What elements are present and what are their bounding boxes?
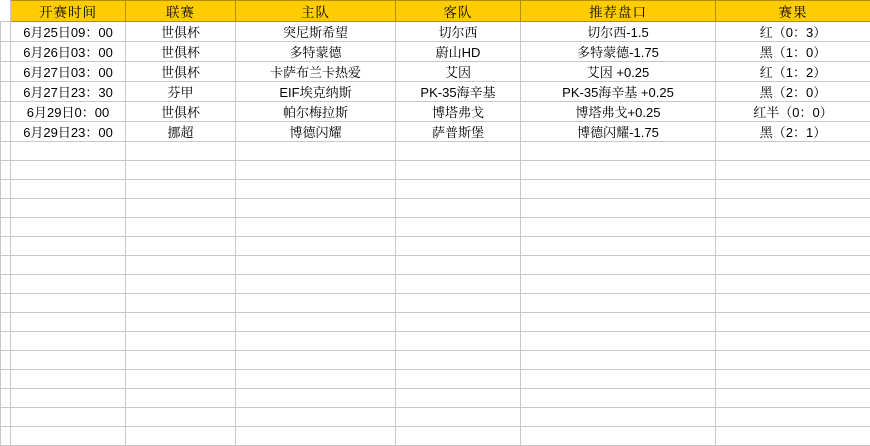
cell-result[interactable]: 黑（2：1） — [716, 122, 870, 142]
cell-handicap[interactable]: PK-35海辛基 +0.25 — [521, 82, 716, 102]
empty-cell[interactable] — [521, 370, 716, 389]
empty-cell[interactable] — [236, 275, 396, 294]
row-header-cell[interactable] — [1, 256, 11, 275]
empty-cell[interactable] — [126, 389, 236, 408]
empty-cell[interactable] — [396, 180, 521, 199]
row-header-cell[interactable] — [1, 427, 11, 446]
empty-cell[interactable] — [716, 313, 870, 332]
column-header-result[interactable]: 赛果 — [716, 1, 870, 22]
empty-cell[interactable] — [126, 370, 236, 389]
cell-away[interactable]: 蔚山HD — [396, 42, 521, 62]
empty-cell[interactable] — [716, 256, 870, 275]
empty-cell[interactable] — [521, 408, 716, 427]
cell-away[interactable]: 萨普斯堡 — [396, 122, 521, 142]
column-header-league[interactable]: 联赛 — [126, 1, 236, 22]
empty-cell[interactable] — [396, 142, 521, 161]
empty-cell[interactable] — [126, 275, 236, 294]
empty-cell[interactable] — [716, 370, 870, 389]
empty-cell[interactable] — [716, 161, 870, 180]
empty-cell[interactable] — [396, 199, 521, 218]
cell-time[interactable]: 6月25日09：00 — [11, 22, 126, 42]
empty-row — [1, 199, 870, 218]
empty-cell[interactable] — [396, 294, 521, 313]
cell-away[interactable]: 艾因 — [396, 62, 521, 82]
column-header-home[interactable]: 主队 — [236, 1, 396, 22]
empty-cell[interactable] — [396, 370, 521, 389]
empty-cell[interactable] — [236, 313, 396, 332]
empty-cell[interactable] — [396, 332, 521, 351]
empty-cell[interactable] — [126, 199, 236, 218]
empty-cell[interactable] — [396, 275, 521, 294]
table-row — [1, 122, 870, 142]
empty-cell[interactable] — [716, 389, 870, 408]
empty-cell[interactable] — [236, 218, 396, 237]
row-header-cell[interactable] — [1, 102, 11, 122]
empty-cell[interactable] — [396, 256, 521, 275]
cell-league[interactable]: 世俱杯 — [126, 102, 236, 122]
empty-cell[interactable] — [396, 389, 521, 408]
row-header-cell[interactable] — [1, 408, 11, 427]
empty-cell[interactable] — [126, 256, 236, 275]
cell-home[interactable]: 突尼斯希望 — [236, 22, 396, 42]
empty-cell[interactable] — [11, 370, 126, 389]
column-header-away[interactable]: 客队 — [396, 1, 521, 22]
empty-cell[interactable] — [521, 332, 716, 351]
empty-cell[interactable] — [521, 256, 716, 275]
empty-cell[interactable] — [11, 161, 126, 180]
cell-time[interactable]: 6月27日03：00 — [11, 62, 126, 82]
empty-cell[interactable] — [11, 180, 126, 199]
empty-cell[interactable] — [126, 313, 236, 332]
empty-cell[interactable] — [236, 142, 396, 161]
empty-cell[interactable] — [11, 256, 126, 275]
empty-cell[interactable] — [126, 427, 236, 446]
row-header-cell — [1, 1, 11, 22]
empty-row — [1, 370, 870, 389]
row-header-cell[interactable] — [1, 389, 11, 408]
cell-away[interactable]: 博塔弗戈 — [396, 102, 521, 122]
empty-cell[interactable] — [11, 218, 126, 237]
empty-cell[interactable] — [521, 142, 716, 161]
empty-row — [1, 161, 870, 180]
empty-cell[interactable] — [716, 142, 870, 161]
cell-result[interactable]: 红（1：2） — [716, 62, 870, 82]
empty-row — [1, 294, 870, 313]
empty-row — [1, 142, 870, 161]
row-header-cell[interactable] — [1, 275, 11, 294]
cell-time[interactable]: 6月29日23：00 — [11, 122, 126, 142]
empty-cell[interactable] — [11, 332, 126, 351]
row-header-cell[interactable] — [1, 82, 11, 102]
row-header-cell[interactable] — [1, 237, 11, 256]
empty-cell[interactable] — [396, 218, 521, 237]
empty-cell[interactable] — [126, 218, 236, 237]
empty-cell[interactable] — [521, 161, 716, 180]
empty-cell[interactable] — [716, 180, 870, 199]
empty-cell[interactable] — [236, 180, 396, 199]
row-header-cell[interactable] — [1, 122, 11, 142]
cell-away[interactable]: 切尔西 — [396, 22, 521, 42]
table-header-row — [1, 1, 870, 22]
table-row — [1, 82, 870, 102]
empty-cell[interactable] — [716, 218, 870, 237]
empty-cell[interactable] — [521, 389, 716, 408]
cell-time[interactable]: 6月27日23：30 — [11, 82, 126, 102]
empty-cell[interactable] — [236, 351, 396, 370]
empty-cell[interactable] — [11, 199, 126, 218]
empty-cell[interactable] — [11, 142, 126, 161]
row-header-cell[interactable] — [1, 218, 11, 237]
row-header-cell[interactable] — [1, 370, 11, 389]
cell-time[interactable]: 6月29日0：00 — [11, 102, 126, 122]
row-header-cell[interactable] — [1, 142, 11, 161]
row-header-cell[interactable] — [1, 62, 11, 82]
empty-cell[interactable] — [11, 294, 126, 313]
cell-home[interactable]: 博德闪耀 — [236, 122, 396, 142]
row-header-cell[interactable] — [1, 22, 11, 42]
empty-cell[interactable] — [521, 218, 716, 237]
empty-row — [1, 237, 870, 256]
empty-cell[interactable] — [521, 351, 716, 370]
empty-row — [1, 218, 870, 237]
row-header-cell[interactable] — [1, 351, 11, 370]
cell-league[interactable]: 挪超 — [126, 122, 236, 142]
empty-cell[interactable] — [716, 199, 870, 218]
cell-handicap[interactable]: 博塔弗戈+0.25 — [521, 102, 716, 122]
empty-cell[interactable] — [126, 351, 236, 370]
empty-cell[interactable] — [11, 313, 126, 332]
empty-cell[interactable] — [236, 408, 396, 427]
empty-cell[interactable] — [396, 313, 521, 332]
empty-cell[interactable] — [521, 427, 716, 446]
empty-cell[interactable] — [126, 332, 236, 351]
empty-cell[interactable] — [236, 389, 396, 408]
empty-cell[interactable] — [236, 237, 396, 256]
empty-row — [1, 332, 870, 351]
row-header-cell[interactable] — [1, 161, 11, 180]
empty-cell[interactable] — [716, 427, 870, 446]
empty-cell[interactable] — [716, 351, 870, 370]
empty-cell[interactable] — [716, 332, 870, 351]
empty-cell[interactable] — [236, 332, 396, 351]
empty-row — [1, 427, 870, 446]
row-header-cell[interactable] — [1, 332, 11, 351]
empty-cell[interactable] — [236, 256, 396, 275]
empty-cell[interactable] — [521, 180, 716, 199]
cell-result[interactable]: 红（0：3） — [716, 22, 870, 42]
empty-cell[interactable] — [521, 313, 716, 332]
empty-cell[interactable] — [11, 237, 126, 256]
table-row — [1, 42, 870, 62]
cell-handicap[interactable]: 切尔西-1.5 — [521, 22, 716, 42]
empty-row — [1, 408, 870, 427]
cell-result[interactable]: 红半（0：0） — [716, 102, 870, 122]
empty-cell[interactable] — [396, 237, 521, 256]
column-header-handicap[interactable]: 推荐盘口 — [521, 1, 716, 22]
cell-league[interactable]: 世俱杯 — [126, 42, 236, 62]
empty-cell[interactable] — [126, 142, 236, 161]
empty-cell[interactable] — [126, 294, 236, 313]
empty-cell[interactable] — [716, 237, 870, 256]
cell-handicap[interactable]: 艾因 +0.25 — [521, 62, 716, 82]
empty-cell[interactable] — [396, 408, 521, 427]
empty-cell[interactable] — [236, 294, 396, 313]
empty-row — [1, 351, 870, 370]
cell-home[interactable]: 帕尔梅拉斯 — [236, 102, 396, 122]
cell-time[interactable]: 6月26日03：00 — [11, 42, 126, 62]
row-header-cell[interactable] — [1, 313, 11, 332]
empty-cell[interactable] — [716, 275, 870, 294]
empty-row — [1, 313, 870, 332]
empty-cell[interactable] — [521, 294, 716, 313]
empty-cell[interactable] — [11, 389, 126, 408]
empty-cell[interactable] — [236, 161, 396, 180]
empty-row — [1, 275, 870, 294]
table-body — [1, 1, 870, 446]
empty-cell[interactable] — [11, 408, 126, 427]
empty-cell[interactable] — [11, 275, 126, 294]
empty-cell[interactable] — [236, 370, 396, 389]
cell-handicap[interactable]: 多特蒙德-1.75 — [521, 42, 716, 62]
empty-cell[interactable] — [11, 427, 126, 446]
cell-away[interactable]: PK-35海辛基 — [396, 82, 521, 102]
empty-row — [1, 389, 870, 408]
column-header-time[interactable]: 开赛时间 — [11, 1, 126, 22]
empty-cell[interactable] — [521, 199, 716, 218]
row-header-cell[interactable] — [1, 294, 11, 313]
cell-result[interactable]: 黑（2：0） — [716, 82, 870, 102]
empty-cell[interactable] — [11, 351, 126, 370]
cell-league[interactable]: 世俱杯 — [126, 62, 236, 82]
cell-home[interactable]: 多特蒙德 — [236, 42, 396, 62]
cell-league[interactable]: 世俱杯 — [126, 22, 236, 42]
empty-cell[interactable] — [236, 199, 396, 218]
empty-cell[interactable] — [126, 237, 236, 256]
table-row — [1, 62, 870, 82]
row-header-cell[interactable] — [1, 199, 11, 218]
cell-result[interactable]: 黑（1：0） — [716, 42, 870, 62]
cell-home[interactable]: EIF埃克纳斯 — [236, 82, 396, 102]
row-header-cell[interactable] — [1, 42, 11, 62]
empty-cell[interactable] — [396, 427, 521, 446]
cell-league[interactable]: 芬甲 — [126, 82, 236, 102]
empty-cell[interactable] — [396, 351, 521, 370]
empty-cell[interactable] — [521, 275, 716, 294]
table-row — [1, 22, 870, 42]
empty-cell[interactable] — [236, 427, 396, 446]
empty-cell[interactable] — [716, 294, 870, 313]
empty-row — [1, 180, 870, 199]
empty-cell[interactable] — [716, 408, 870, 427]
empty-row — [1, 256, 870, 275]
table-row — [1, 102, 870, 122]
empty-cell[interactable] — [521, 237, 716, 256]
cell-home[interactable]: 卡萨布兰卡热爱 — [236, 62, 396, 82]
empty-cell[interactable] — [126, 161, 236, 180]
row-header-cell[interactable] — [1, 180, 11, 199]
empty-cell[interactable] — [396, 161, 521, 180]
empty-cell[interactable] — [126, 180, 236, 199]
cell-handicap[interactable]: 博德闪耀-1.75 — [521, 122, 716, 142]
empty-cell[interactable] — [126, 408, 236, 427]
